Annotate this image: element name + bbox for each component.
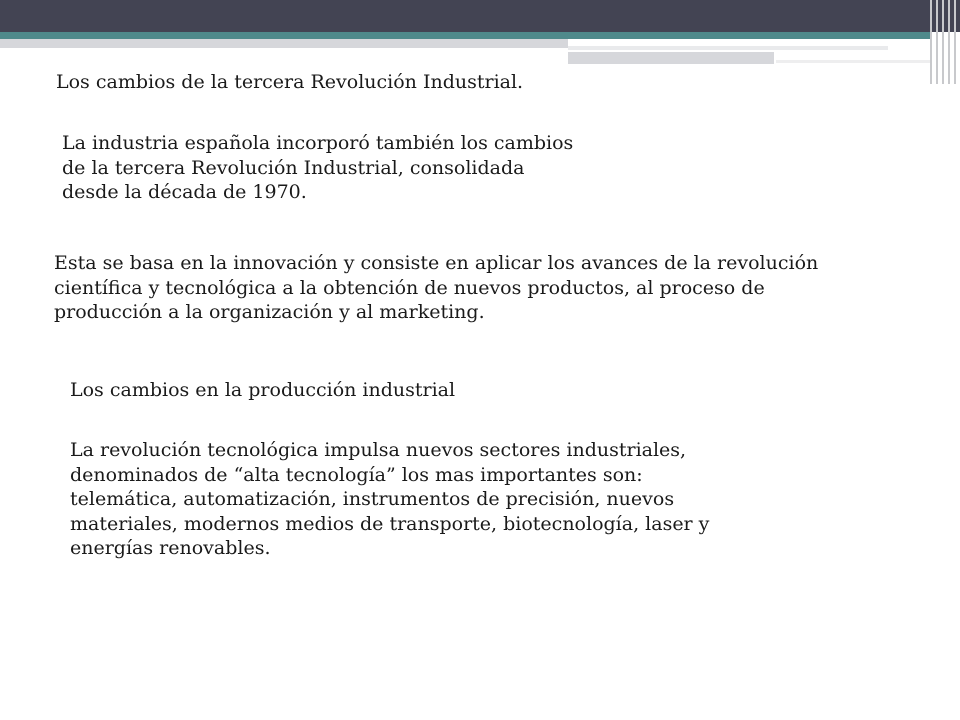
paragraph-line: energías renovables.: [70, 537, 271, 559]
paragraph-line: La industria española incorporó también los cambios: [62, 132, 574, 154]
slide-title: Los cambios de la tercera Revolución Industrial.: [56, 71, 524, 93]
gray-stripe-left: [0, 39, 568, 48]
light-stripe-short: [776, 60, 930, 63]
paragraph-innovation: [54, 251, 818, 325]
header-band: [0, 0, 960, 32]
paragraph-line: telemática, automatización, instrumentos de precisión, nuevos: [70, 488, 675, 510]
paragraph-line: materiales, modernos medios de transporte, biotecnología, laser y: [70, 512, 710, 535]
paragraph-intro: [62, 131, 573, 205]
paragraph-line: Esta se basa en la innovación y consiste en aplicar los avances de la revolución: [54, 252, 819, 274]
vertical-lines-decoration: [928, 0, 960, 84]
light-stripe-right: [568, 46, 888, 50]
paragraph-line: de la tercera Revolución Industrial, consolidada: [62, 156, 525, 179]
paragraph-line: desde la década de 1970.: [62, 181, 307, 203]
paragraph-line: La revolución tecnológica impulsa nuevos sectores industriales,: [70, 439, 687, 461]
paragraph-line: científica y tecnológica a la obtención de nuevos productos, al proceso de: [54, 276, 765, 299]
paragraph-high-tech: [70, 438, 709, 561]
gray-stripe-right: [568, 52, 774, 64]
section-subtitle: Los cambios en la producción industrial: [70, 379, 456, 401]
paragraph-line: denominados de “alta tecnología” los mas importantes son:: [70, 463, 643, 486]
paragraph-line: producción a la organización y al marketing.: [54, 301, 485, 323]
teal-stripe: [0, 32, 930, 39]
